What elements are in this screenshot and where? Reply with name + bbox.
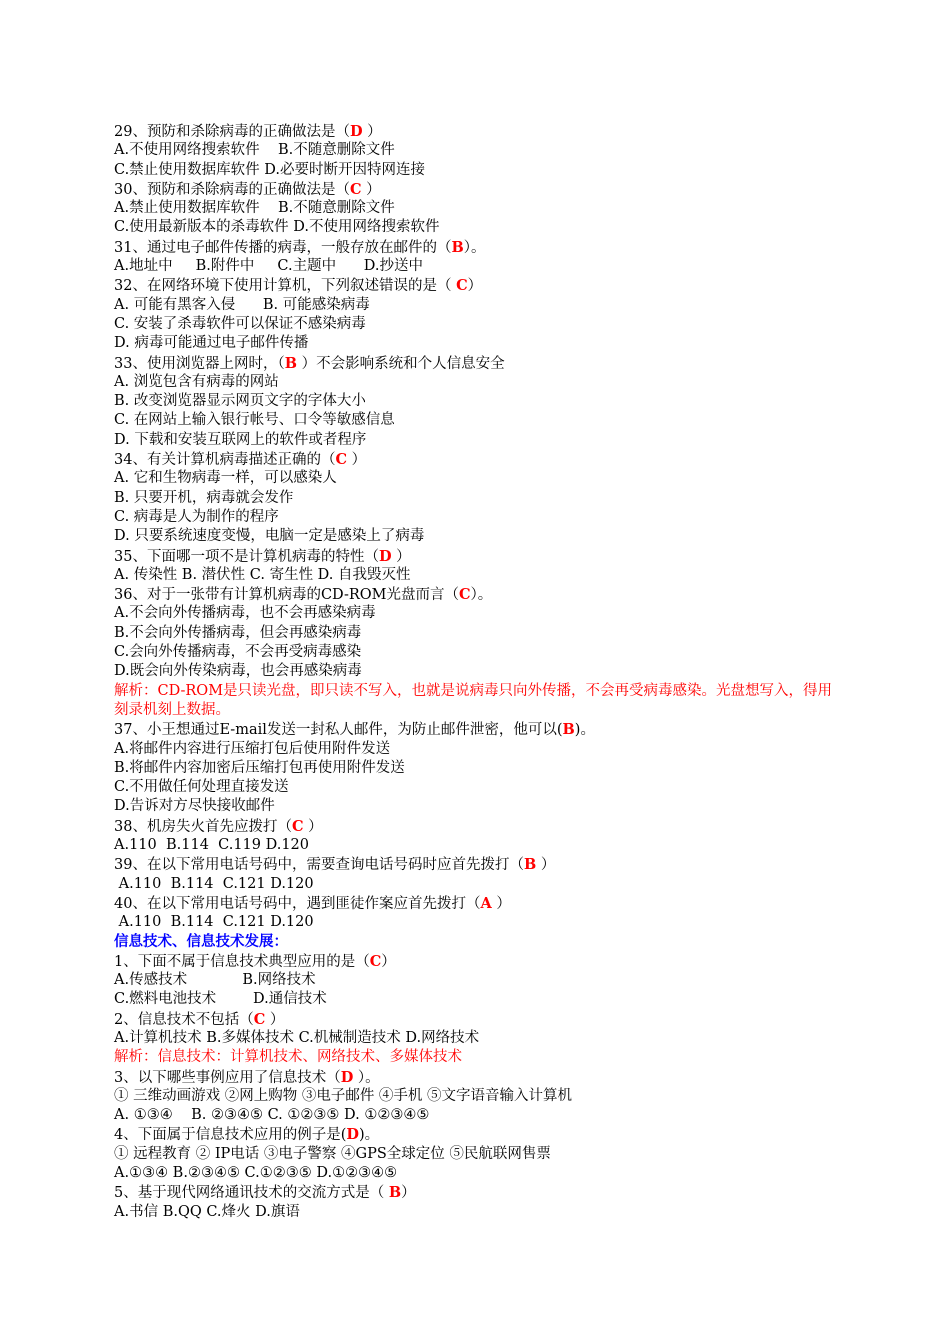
option-line: B.将邮件内容加密后压缩打包再使用附件发送 — [114, 759, 405, 776]
answer-letter: C — [349, 180, 362, 198]
option-line: A. 传染性 B. 潜伏性 C. 寄生性 D. 自我毁灭性 — [114, 566, 411, 583]
question-line — [114, 720, 834, 739]
question-suffix: ） — [303, 818, 323, 835]
question-suffix: ） — [265, 1011, 285, 1028]
option-line: C. 病毒是人为制作的程序 — [114, 508, 279, 525]
answer-letter: C — [459, 586, 471, 604]
option-line: A. 可能有黑客入侵 B. 可能感染病毒 — [114, 296, 370, 313]
option-line: ① 三维动画游戏 ②网上购物 ③电子邮件 ④手机 ⑤文字语音输入计算机 — [114, 1087, 573, 1104]
question-suffix: ） — [347, 452, 367, 469]
question-line — [114, 894, 834, 913]
question-text: 33、使用浏览器上网时，（ — [114, 355, 285, 372]
question-line — [114, 122, 834, 141]
option-line: C.使用最新版本的杀毒软件 D.不使用网络搜索软件 — [114, 219, 440, 236]
question-suffix: ） — [536, 857, 556, 874]
question-line — [114, 276, 834, 295]
option-line: A. 它和生物病毒一样，可以感染人 — [114, 470, 337, 487]
question-text: 35、下面哪一项不是计算机病毒的特性（ — [114, 548, 379, 565]
question-line — [114, 1068, 834, 1087]
question-text: 2、信息技术不包括（ — [114, 1011, 254, 1028]
question-suffix: ） — [467, 278, 483, 295]
question-line — [114, 817, 834, 836]
answer-letter: D — [378, 547, 392, 565]
question-suffix: ） — [362, 124, 382, 140]
question-suffix: )。 — [358, 1127, 380, 1144]
question-text: 1、下面不属于信息技术典型应用的是（ — [114, 953, 370, 970]
option-line: D. 只要系统速度变慢，电脑一定是感染上了病毒 — [114, 528, 425, 545]
question-text: 3、以下哪些事例应用了信息技术（ — [114, 1069, 341, 1086]
question-text: 31、通过电子邮件传播的病毒，一般存放在邮件的（ — [114, 239, 452, 256]
option-line: A.传感技术 B.网络技术 — [114, 972, 316, 989]
answer-letter: B — [284, 354, 297, 372]
option-line: A.①③④ B.②③④⑤ C.①②③⑤ D.①②③④⑤ — [114, 1165, 398, 1182]
question-line — [114, 354, 834, 373]
option-line: D.告诉对方尽快接收邮件 — [114, 798, 275, 815]
option-line: A.110 B.114 C.119 D.120 — [114, 836, 309, 853]
option-line: B. 改变浏览器显示网页文字的字体大小 — [114, 393, 366, 410]
analysis-note: 解析：信息技术：计算机技术、网络技术、多媒体技术 — [114, 1049, 462, 1066]
option-line: C. 安装了杀毒软件可以保证不感染病毒 — [114, 315, 366, 332]
option-line: ① 远程教育 ② IP电话 ③电子警察 ④GPS全球定位 ⑤民航联网售票 — [114, 1145, 551, 1162]
answer-letter: C — [291, 817, 304, 835]
option-line: C.会向外传播病毒，不会再受病毒感染 — [114, 644, 362, 661]
answer-letter: C — [335, 451, 347, 469]
answer-letter: B — [523, 856, 537, 874]
option-line: A.地址中 B.附件中 C.主题中 D.抄送中 — [114, 258, 423, 275]
question-suffix: ） — [361, 181, 381, 198]
option-line: A.110 B.114 C.121 D.120 — [114, 875, 314, 892]
question-text: 30、预防和杀除病毒的正确做法是（ — [114, 181, 350, 198]
question-suffix: ） — [381, 953, 396, 970]
question-line — [114, 547, 834, 566]
option-line: A.书信 B.QQ C.烽火 D.旗语 — [114, 1203, 300, 1220]
question-text: 29、预防和杀除病毒的正确做法是（ — [114, 124, 350, 140]
question-text: 34、有关计算机病毒描述正确的（ — [114, 452, 336, 469]
answer-letter: D — [349, 123, 363, 140]
question-line — [114, 1183, 834, 1202]
question-text: 5、基于现代网络通讯技术的交流方式是（ — [114, 1185, 389, 1202]
section-heading: 信息技术、信息技术发展： — [114, 933, 288, 951]
question-line — [114, 450, 834, 469]
question-text: 37、小王想通过E-mail发送一封私人邮件，为防止邮件泄密，他可以( — [114, 722, 563, 739]
option-line: A.不使用网络搜索软件 B.不随意删除文件 — [114, 142, 395, 159]
option-line: D. 下载和安装互联网上的软件或者程序 — [114, 431, 367, 448]
option-line: A. 浏览包含有病毒的网站 — [114, 373, 279, 390]
document-body — [114, 122, 834, 1222]
option-line: A.110 B.114 C.121 D.120 — [114, 914, 314, 931]
option-line: A.不会向外传播病毒，也不会再感染病毒 — [114, 605, 376, 622]
option-line: B. 只要开机，病毒就会发作 — [114, 489, 294, 506]
answer-letter: B — [451, 238, 464, 256]
question-line — [114, 585, 834, 604]
answer-letter: B — [388, 1184, 402, 1202]
option-line: C.不用做任何处理直接发送 — [114, 779, 289, 796]
question-line — [114, 855, 834, 874]
answer-letter: B — [562, 721, 575, 739]
question-suffix: )。 — [574, 722, 595, 739]
question-text: 40、在以下常用电话号码中，遇到匪徒作案应首先拨打（ — [114, 895, 481, 912]
option-line: C.燃料电池技术 D.通信技术 — [114, 991, 327, 1008]
answer-letter: D — [340, 1068, 354, 1086]
option-line: A.将邮件内容进行压缩打包后使用附件发送 — [114, 740, 391, 757]
question-line — [114, 952, 834, 971]
answer-letter: D — [346, 1126, 359, 1144]
question-suffix: ）。 — [353, 1069, 380, 1086]
question-suffix: ） — [401, 1185, 416, 1202]
question-line — [114, 180, 834, 199]
analysis-note: 解析：CD-ROM是只读光盘，即只读不写入，也就是说病毒只向外传播，不会再受病毒感染。光盘想写入，得用刻录机刻上数据。 — [114, 682, 833, 718]
question-text: 32、在网络环境下使用计算机，下列叙述错误的是（ — [114, 278, 457, 295]
question-suffix: ）。 — [470, 587, 493, 604]
option-line: B.不会向外传播病毒，但会再感染病毒 — [114, 624, 362, 641]
question-text: 4、下面属于信息技术应用的例子是( — [114, 1127, 347, 1144]
question-text: 38、机房失火首先应拨打（ — [114, 818, 292, 835]
question-line — [114, 1125, 834, 1144]
option-line: D. 病毒可能通过电子邮件传播 — [114, 335, 309, 352]
answer-letter: C — [369, 952, 382, 970]
answer-letter: C — [456, 277, 468, 295]
question-text: 36、对于一张带有计算机病毒的CD-ROM光盘而言（ — [114, 587, 459, 604]
question-suffix: ）。 — [463, 239, 486, 256]
answer-letter: A — [480, 894, 492, 912]
question-text: 39、在以下常用电话号码中，需要查询电话号码时应首先拨打（ — [114, 857, 524, 874]
option-line: A.禁止使用数据库软件 B.不随意删除文件 — [114, 200, 395, 217]
option-line: C.禁止使用数据库软件 D.必要时断开因特网连接 — [114, 161, 426, 178]
question-suffix: ） — [391, 548, 411, 565]
option-line: D.既会向外传染病毒，也会再感染病毒 — [114, 663, 362, 680]
question-suffix: ） — [491, 895, 511, 912]
option-line: A.计算机技术 B.多媒体技术 C.机械制造技术 D.网络技术 — [114, 1029, 480, 1046]
option-line: C. 在网站上输入银行帐号、口令等敏感信息 — [114, 412, 395, 429]
question-suffix: ）不会影响系统和个人信息安全 — [296, 355, 505, 372]
question-line — [114, 238, 834, 257]
answer-letter: C — [253, 1010, 266, 1028]
question-line — [114, 1010, 834, 1029]
option-line: A. ①③④ B. ②③④⑤ C. ①②③⑤ D. ①②③④⑤ — [114, 1107, 430, 1124]
